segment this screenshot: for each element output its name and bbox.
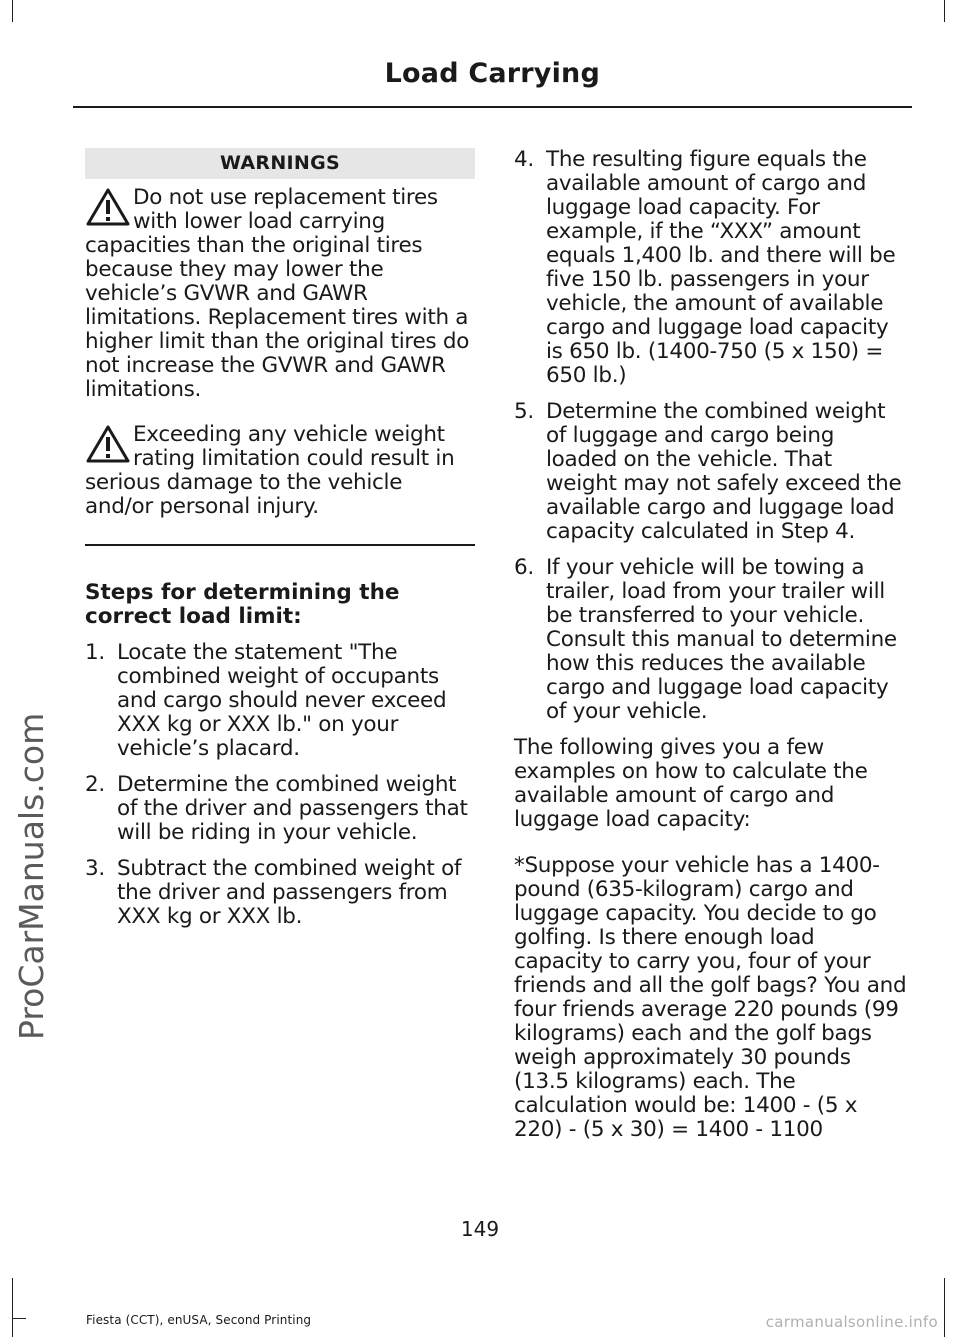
- step-number: 4.: [514, 147, 534, 172]
- warning-text: Do not use replacement tires with lower load carrying capacities than the original tires because they may lower the vehicle’s GVWR and GAWR limitations. Replacement tires with a higher limit than the original tires do not increase the GVWR and GAWR limitations.: [85, 185, 470, 402]
- list-item: [85, 773, 475, 845]
- warning-block: [85, 423, 475, 519]
- warning-triangle-icon: [85, 424, 131, 464]
- step-number: 2.: [85, 772, 105, 797]
- right-column: [514, 148, 908, 1163]
- body-paragraph: The following gives you a few examples on how to calculate the available amount of cargo and luggage load capacity:: [514, 735, 868, 832]
- side-watermark-text: ProCarManuals.com: [12, 712, 51, 1040]
- step-text: The resulting figure equals the available amount of cargo and luggage load capacity. For example, if the “XXX” amount equals 1,400 lb. and there will be five 150 lb. passengers in your vehicle, the amount of available cargo and luggage load capacity is 650 lb. (1400-750 (5 x 150) = 650 lb.): [546, 147, 896, 388]
- footer-text: Fiesta (CCT), enUSA, Second Printing: [86, 1313, 312, 1327]
- step-text: Determine the combined weight of luggage and cargo being loaded on the vehicle. That weight may not safely exceed the available cargo and luggage load capacity calculated in Step 4.: [546, 399, 902, 544]
- list-item: [514, 400, 908, 544]
- crop-mark-bottom-left-h: [12, 1318, 26, 1319]
- site-watermark[interactable]: carmanualsonline.info: [765, 1313, 938, 1331]
- crop-mark-top-right: [944, 0, 945, 22]
- page-title: Load Carrying: [384, 58, 600, 89]
- warnings-heading: WARNINGS: [85, 148, 475, 179]
- step-text: If your vehicle will be towing a trailer, load from your trailer will be transferred to your vehicle. Consult this manual to determine how this reduces the available cargo and luggage load capacity of your vehicle.: [546, 555, 897, 724]
- warning-triangle-icon: [85, 187, 131, 227]
- left-column: [85, 148, 475, 929]
- header-rule: [73, 106, 912, 108]
- crop-mark-top-left: [12, 0, 13, 22]
- steps-list: [85, 641, 475, 929]
- step-number: 5.: [514, 399, 534, 424]
- step-number: 3.: [85, 856, 105, 881]
- step-text: Subtract the combined weight of the driver and passengers from XXX kg or XXX lb.: [117, 856, 462, 929]
- step-text: Determine the combined weight of the driver and passengers that will be riding in your vehicle.: [117, 772, 468, 845]
- list-item: [85, 857, 475, 929]
- section-heading: Steps for determining the correct load limit:: [85, 580, 400, 629]
- warning-text: Exceeding any vehicle weight rating limitation could result in serious damage to the vehicle and/or personal injury.: [85, 422, 455, 519]
- steps-list: [514, 148, 908, 724]
- crop-mark-bottom-left: [12, 1278, 13, 1337]
- page-number: 149: [460, 1217, 500, 1241]
- list-item: [514, 148, 908, 388]
- list-item: [514, 556, 908, 724]
- step-text: Locate the statement "The combined weight of occupants and cargo should never exceed XXX kg or XXX lb." on your vehicle’s placard.: [117, 640, 447, 761]
- list-item: [85, 641, 475, 761]
- warning-block: [85, 186, 475, 402]
- crop-mark-bottom-right: [944, 1278, 945, 1337]
- section-divider: [85, 544, 475, 546]
- step-number: 6.: [514, 555, 534, 580]
- step-number: 1.: [85, 640, 105, 665]
- body-paragraph: *Suppose your vehicle has a 1400-pound (635-kilogram) cargo and luggage capacity. You decide to go golfing. Is there enough load capacity to carry you, four of your friends and all the golf bags? You and four friends average 220 pounds (99 kilograms) each and the golf bags weigh approximately 30 pounds (13.5 kilograms) each. The calculation would be: 1400 - (5 x 220) - (5 x 30) = 1400 - 1100: [514, 852, 907, 1142]
